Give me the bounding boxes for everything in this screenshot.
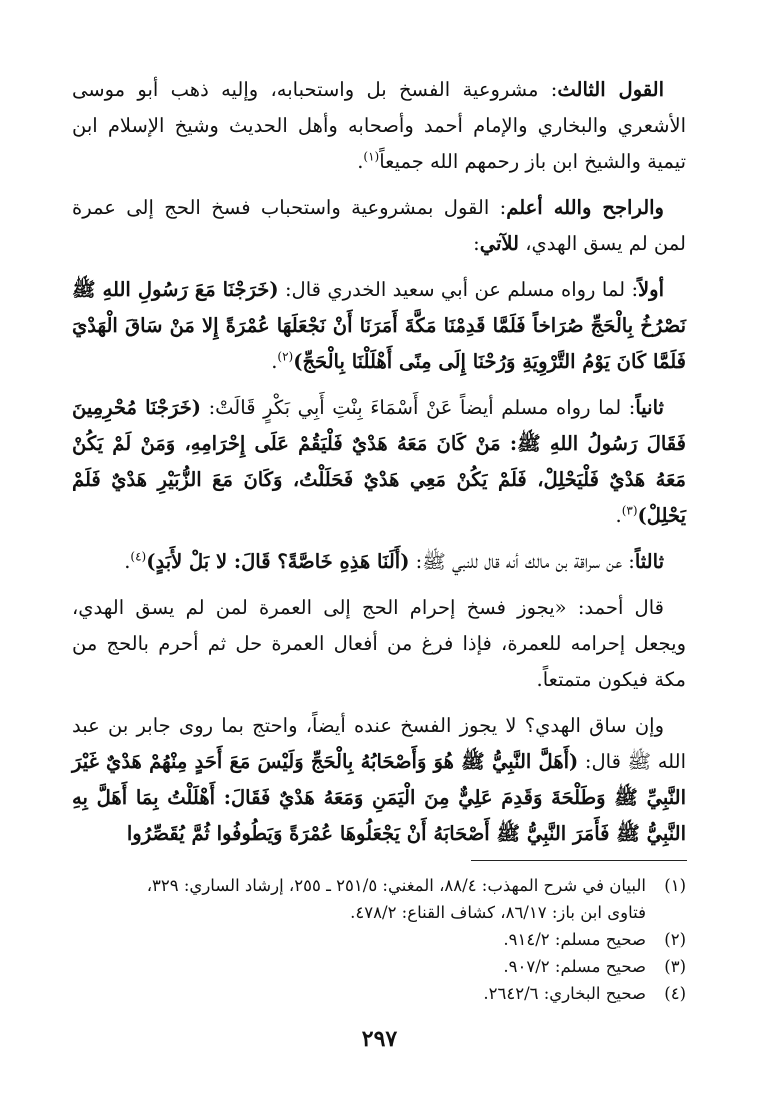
paragraph-third-evidence [72, 544, 686, 580]
paragraph-second-evidence [72, 390, 686, 534]
paragraph-text: وإن ساق الهدي؟ لا يجوز الفسخ عنده أيضاً، واحتج بما روى جابر بن عبد الله ﷺ قال: [72, 714, 686, 773]
footnote-item [72, 926, 686, 953]
paragraph-text: : عن سراقة بن مالك أنه قال للنبي ﷺ: [415, 550, 635, 573]
paragraph-tail: للآتي [479, 232, 519, 255]
footnote-text: فتاوى ابن باز: ٨٦/١٧، كشاف القناع: ٤٧٨/٢. [350, 903, 646, 922]
footnote-divider [471, 860, 687, 861]
punctuation: . [271, 350, 278, 373]
footnotes [72, 872, 686, 1007]
hadith-quote: (أَهَلَّ النَّبِيُّ ﷺ هُوَ وَأَصْحَابُهُ بِالْحَجِّ وَلَيْسَ مَعَ أَحَدٍ مِنْهُمْ هَدْيٌ غَيْرَ النَّبِيِّ ﷺ وَطَلْحَةَ وَقَدِمَ عَلِيٌّ مِنَ الْيَمَنِ وَمَعَهُ هَدْيٌ فَقَالَ: أَهْلَلْتُ بِمَا أَهَلَّ بِهِ النَّبِيُّ ﷺ فَأَمَرَ النَّبِيُّ ﷺ أَصْحَابَهُ أَنْ يَجْعَلُوهَا عُمْرَةً وَيَطُوفُوا ثُمَّ يُقَصِّرُوا [72, 750, 686, 845]
footnote-text: صحيح مسلم: ٩١٤/٢. [503, 930, 646, 949]
footnote-item [72, 872, 686, 926]
punctuation: . [615, 504, 622, 527]
footnote-number: (٣) [664, 957, 686, 976]
footnote-ref: (٣) [621, 503, 638, 518]
footnote-item [72, 980, 686, 1007]
paragraph-third-opinion [72, 72, 686, 180]
footnote-number: (٤) [664, 984, 686, 1003]
paragraph-jabir-hadith [72, 708, 686, 852]
punctuation: . [124, 550, 131, 573]
footnote-ref: (٤) [130, 549, 147, 564]
footnote-number: (١) [664, 876, 686, 895]
main-text [72, 72, 686, 862]
punctuation: : [473, 232, 480, 255]
paragraph-text: قال أحمد: «يجوز فسخ إحرام الحج إلى العمرة لمن لم يسق الهدي، ويجعل إحرامه للعمرة، فإذا فرغ من أفعال العمرة حل ثم أحرم بالحج من مكة فيكون متمتعاً. [72, 596, 686, 691]
paragraph-ahmad-quote [72, 590, 686, 698]
footnote-number: (٢) [664, 930, 686, 949]
paragraph-text: : لما رواه مسلم أيضاً عَنْ أَسْمَاءَ بِنْتِ أَبِي بَكْرٍ قَالَتْ: [208, 396, 636, 419]
paragraph-preferred-view [72, 190, 686, 262]
hadith-quote: (خَرَجْنَا مُحْرِمِينَ فَقَالَ رَسُولُ اللهِ ﷺ: مَنْ كَانَ مَعَهُ هَدْيٌ فَلْيَقُمْ عَلَى إِحْرَامِهِ، وَمَنْ لَمْ يَكُنْ مَعَهُ هَدْيٌ فَلْيَحْلِلْ، فَلَمْ يَكُنْ مَعِي هَدْيٌ فَحَلَلْتُ، وَكَانَ مَعَ الزُّبَيْرِ هَدْيٌ فَلَمْ يَحْلِلْ) [72, 396, 686, 527]
footnote-ref: (٢) [277, 349, 294, 364]
punctuation: . [357, 150, 364, 173]
hadith-quote: (خَرَجْنَا مَعَ رَسُولِ اللهِ ﷺ نَصْرُخُ بِالْحَجِّ صُرَاخاً فَلَمَّا قَدِمْنَا مَكَّةَ أَمَرَنَا أَنْ نَجْعَلَهَا عُمْرَةً إِلا مَنْ سَاقَ الْهَدْيَ فَلَمَّا كَانَ يَوْمُ التَّرْوِيَةِ وَرُحْنَا إِلَى مِنًى أَهْلَلْنَا بِالْحَجِّ) [72, 278, 686, 373]
page-number: ٢٩٧ [361, 1026, 398, 1052]
footnote-item [72, 953, 686, 980]
paragraph-first-evidence [72, 272, 686, 380]
paragraph-text: : القول بمشروعية واستحباب فسخ الحج إلى عمرة لمن لم يسق الهدي، [72, 196, 686, 255]
hadith-quote: (أَلَنَا هَذِهِ خَاصَّةً؟ قَالَ: لا بَلْ لأَبَدٍ) [146, 550, 410, 573]
paragraph-label: والراجح والله أعلم [506, 196, 664, 219]
paragraph-label: ثانياً [635, 396, 664, 419]
paragraph-label: القول الثالث [557, 78, 664, 101]
paragraph-text: : لما رواه مسلم عن أبي سعيد الخدري قال: [284, 278, 639, 301]
footnote-text: البيان في شرح المهذب: ٨٨/٤، المغني: ٢٥١/٥ ـ ٢٥٥، إرشاد الساري: ٣٢٩، [146, 876, 646, 895]
paragraph-label: ثالثاً [634, 550, 664, 573]
footnote-text: صحيح البخاري: ٢٦٤٢/٦. [483, 984, 646, 1003]
footnote-text: صحيح مسلم: ٩٠٧/٢. [503, 957, 646, 976]
paragraph-text: : مشروعية الفسخ بل واستحبابه، وإليه ذهب أبو موسى الأشعري والبخاري والإمام أحمد وأصحابه وأهل الحديث وشيخ الإسلام ابن تيمية والشيخ ابن باز رحمهم الله جميعاً [72, 78, 686, 173]
footnote-ref: (١) [363, 149, 380, 164]
paragraph-label: أولاً [638, 278, 664, 301]
